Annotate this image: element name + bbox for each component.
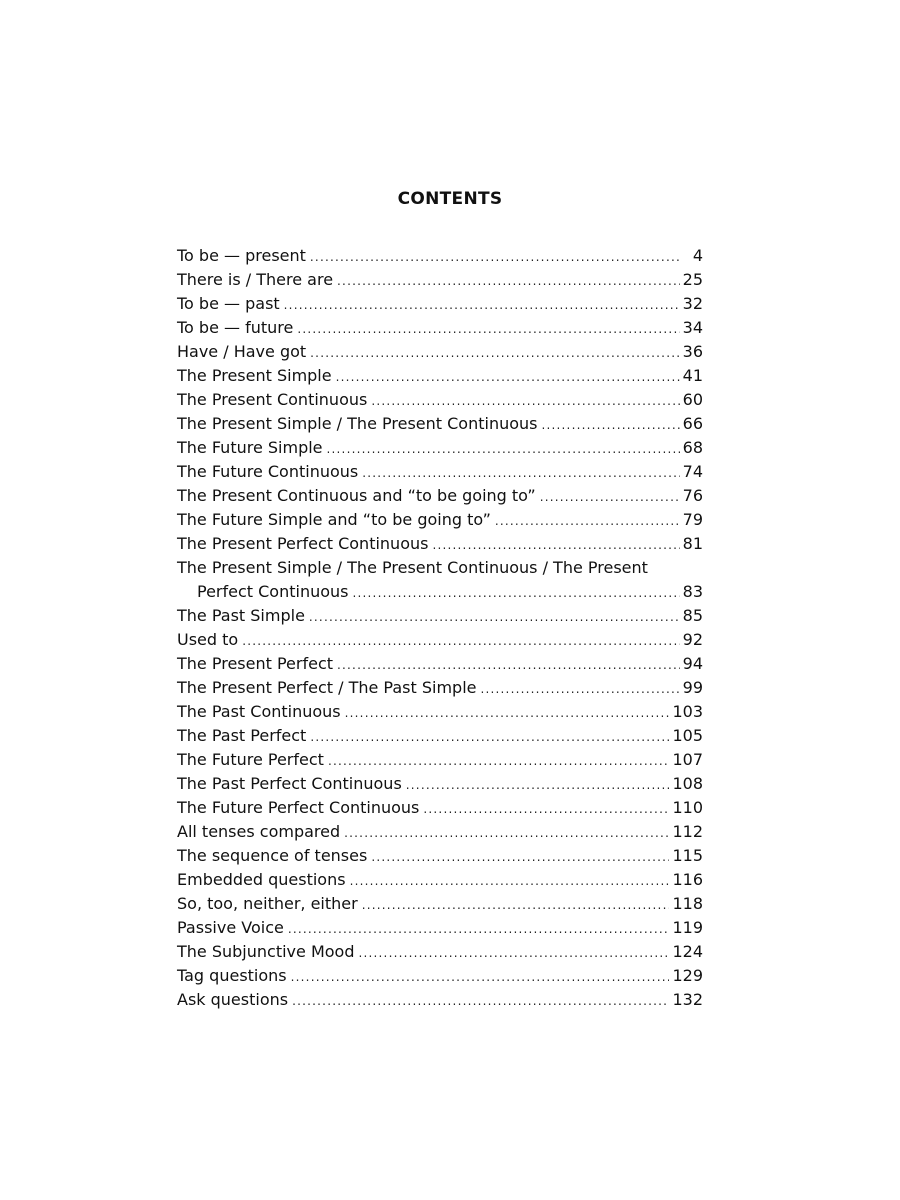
- toc-entry-row: [177, 508, 703, 532]
- toc-entry-title: The Past Continuous: [177, 702, 341, 721]
- toc-entry-row: [177, 484, 703, 508]
- toc-entry: [177, 652, 703, 676]
- toc-entry-row: [177, 868, 703, 892]
- dot-leader: [350, 869, 670, 893]
- dot-leader: [362, 461, 679, 485]
- toc-entry-title: So, too, neither, either: [177, 894, 358, 913]
- toc-entry-row: [177, 340, 703, 364]
- dot-leader: [495, 509, 680, 533]
- toc-entry: [177, 820, 703, 844]
- toc-entry-page-number: 119: [672, 918, 703, 937]
- toc-entry-row: [177, 892, 703, 916]
- toc-entry-row: [177, 460, 703, 484]
- dot-leader: [362, 893, 670, 917]
- toc-entry-title: The Past Simple: [177, 606, 305, 625]
- toc-entry: [177, 772, 703, 796]
- toc-entry-title: Ask questions: [177, 990, 289, 1009]
- toc-entry-page-number: 83: [682, 582, 703, 601]
- toc-entry-row: [177, 820, 703, 844]
- toc-entry-page-number: 108: [672, 774, 703, 793]
- toc-entry: [177, 964, 703, 988]
- toc-entry-page-number: 116: [672, 870, 703, 889]
- toc-entry: [177, 436, 703, 460]
- toc-entry-page-number: 68: [682, 438, 703, 457]
- toc-entry-row: [177, 292, 703, 316]
- dot-leader: [423, 797, 669, 821]
- toc-entry-row: [177, 940, 703, 964]
- toc-entry: [177, 340, 703, 364]
- toc-entry: [177, 316, 703, 340]
- toc-entry-row: [177, 628, 703, 652]
- toc-entry-page-number: 124: [672, 942, 703, 961]
- dot-leader: [288, 917, 670, 941]
- toc-entry: [177, 748, 703, 772]
- toc-entry: [177, 388, 703, 412]
- dot-leader: [310, 341, 679, 365]
- toc-entry-page-number: 110: [672, 798, 703, 817]
- toc-entry-row: [177, 964, 703, 988]
- toc-entry: [177, 508, 703, 532]
- dot-leader: [541, 413, 679, 437]
- dot-leader: [336, 365, 680, 389]
- toc-entry-row: [177, 652, 703, 676]
- toc-entry-title: The Future Continuous: [177, 462, 359, 481]
- toc-entry-row: [177, 436, 703, 460]
- toc-entry-title: The Present Perfect Continuous: [177, 534, 429, 553]
- toc-entry-row: [177, 364, 703, 388]
- toc-entry-page-number: 105: [672, 726, 703, 745]
- toc-entry-title: The Present Continuous: [177, 390, 368, 409]
- toc-entry: [177, 460, 703, 484]
- toc-entry-title: To be — present: [177, 246, 306, 265]
- toc-entry-row: [177, 844, 703, 868]
- toc-entry-row: [177, 676, 703, 700]
- toc-entry-title: Tag questions: [177, 966, 287, 985]
- toc-entry: [177, 796, 703, 820]
- toc-entry: [177, 412, 703, 436]
- toc-entry-row: [177, 388, 703, 412]
- toc-entry-title: The Subjunctive Mood: [177, 942, 355, 961]
- toc-entry-title: The Present Simple / The Present Continuous: [177, 414, 538, 433]
- toc-entry-page-number: 32: [682, 294, 703, 313]
- toc-entry-row: [177, 724, 703, 748]
- toc-entry-title-line1: The Present Simple / The Present Continuous / The Present: [177, 558, 648, 577]
- toc-entry-title: To be — future: [177, 318, 294, 337]
- dot-leader: [432, 533, 679, 557]
- toc-entry-page-number: 94: [682, 654, 703, 673]
- toc-entry-page-number: 36: [682, 342, 703, 361]
- dot-leader: [310, 725, 669, 749]
- toc-entry-page-number: 92: [682, 630, 703, 649]
- toc-entry-title: Used to: [177, 630, 239, 649]
- dot-leader: [309, 605, 680, 629]
- toc-entry-page-number: 115: [672, 846, 703, 865]
- table-of-contents: [177, 244, 703, 1012]
- toc-entry-page-number: 4: [692, 246, 703, 265]
- toc-entry: [177, 364, 703, 388]
- toc-entry-title: All tenses compared: [177, 822, 341, 841]
- dot-leader: [371, 845, 669, 869]
- toc-entry-row: [177, 988, 703, 1012]
- toc-entry: [177, 532, 703, 556]
- toc-entry-page-number: 34: [682, 318, 703, 337]
- dot-leader: [284, 293, 680, 317]
- toc-entry: [177, 604, 703, 628]
- toc-entry-page-number: 85: [682, 606, 703, 625]
- toc-entry-page-number: 74: [682, 462, 703, 481]
- toc-entry: [177, 940, 703, 964]
- toc-entry-title: The Future Perfect Continuous: [177, 798, 420, 817]
- toc-entry-title-line2: Perfect Continuous: [197, 582, 349, 601]
- toc-entry: [177, 556, 703, 604]
- toc-entry-title: The sequence of tenses: [177, 846, 368, 865]
- dot-leader: [358, 941, 669, 965]
- toc-entry: [177, 676, 703, 700]
- toc-entry-page-number: 25: [682, 270, 703, 289]
- dot-leader: [291, 965, 670, 989]
- toc-entry-title: The Present Perfect / The Past Simple: [177, 678, 477, 697]
- toc-entry-title: The Present Simple: [177, 366, 332, 385]
- toc-entry: [177, 868, 703, 892]
- toc-entry-row: [177, 412, 703, 436]
- toc-entry-row: [177, 604, 703, 628]
- toc-entry-page-number: 132: [672, 990, 703, 1009]
- dot-leader: [344, 821, 669, 845]
- dot-leader: [345, 701, 670, 725]
- toc-entry-row: [177, 916, 703, 940]
- toc-entry-row: [177, 748, 703, 772]
- page-title: CONTENTS: [397, 189, 503, 209]
- toc-entry-row: [177, 772, 703, 796]
- toc-entry-row: [177, 700, 703, 724]
- toc-entry-title: To be — past: [177, 294, 280, 313]
- toc-entry-title: The Past Perfect: [177, 726, 307, 745]
- toc-entry-page-number: 79: [682, 510, 703, 529]
- toc-entry-title: Embedded questions: [177, 870, 346, 889]
- toc-entry-title: The Future Perfect: [177, 750, 324, 769]
- toc-entry-title: The Present Perfect: [177, 654, 334, 673]
- toc-entry-page-number: 60: [682, 390, 703, 409]
- toc-entry-title: The Past Perfect Continuous: [177, 774, 402, 793]
- toc-entry-page-number: 112: [672, 822, 703, 841]
- toc-entry-page-number: 103: [672, 702, 703, 721]
- toc-entry: [177, 700, 703, 724]
- dot-leader: [406, 773, 670, 797]
- toc-entry-page-number: 41: [682, 366, 703, 385]
- toc-entry-row: [177, 244, 703, 268]
- dot-leader: [371, 389, 679, 413]
- toc-entry: [177, 916, 703, 940]
- toc-entry: [177, 244, 703, 268]
- toc-entry-title: There is / There are: [177, 270, 334, 289]
- dot-leader: [540, 485, 680, 509]
- toc-entry-title: The Future Simple: [177, 438, 323, 457]
- dot-leader: [337, 269, 680, 293]
- dot-leader: [353, 581, 680, 605]
- toc-entry-title: Passive Voice: [177, 918, 284, 937]
- toc-entry-page-number: 118: [672, 894, 703, 913]
- toc-entry: [177, 988, 703, 1012]
- toc-entry: [177, 484, 703, 508]
- dot-leader: [292, 989, 669, 1013]
- toc-entry-title: Have / Have got: [177, 342, 307, 361]
- toc-entry-page-number: 107: [672, 750, 703, 769]
- toc-entry-page-number: 81: [682, 534, 703, 553]
- toc-entry-page-number: 99: [682, 678, 703, 697]
- toc-entry-title: The Future Simple and “to be going to”: [177, 510, 491, 529]
- toc-entry-title: The Present Continuous and “to be going to”: [177, 486, 536, 505]
- toc-entry-page-number: 66: [682, 414, 703, 433]
- toc-entry-row: [177, 316, 703, 340]
- toc-entry: [177, 724, 703, 748]
- dot-leader: [242, 629, 679, 653]
- dot-leader: [337, 653, 680, 677]
- dot-leader: [328, 749, 670, 773]
- toc-entry-row: [177, 580, 703, 604]
- dot-leader: [327, 437, 680, 461]
- toc-entry: [177, 844, 703, 868]
- dot-leader: [480, 677, 679, 701]
- toc-entry-row: [177, 268, 703, 292]
- toc-entry: [177, 892, 703, 916]
- toc-entry: [177, 268, 703, 292]
- toc-entry-page-number: 76: [682, 486, 703, 505]
- toc-entry-row: [177, 532, 703, 556]
- dot-leader: [297, 317, 679, 341]
- dot-leader: [310, 245, 682, 269]
- toc-entry-row: [177, 796, 703, 820]
- toc-entry-page-number: 129: [672, 966, 703, 985]
- toc-entry: [177, 292, 703, 316]
- toc-entry: [177, 628, 703, 652]
